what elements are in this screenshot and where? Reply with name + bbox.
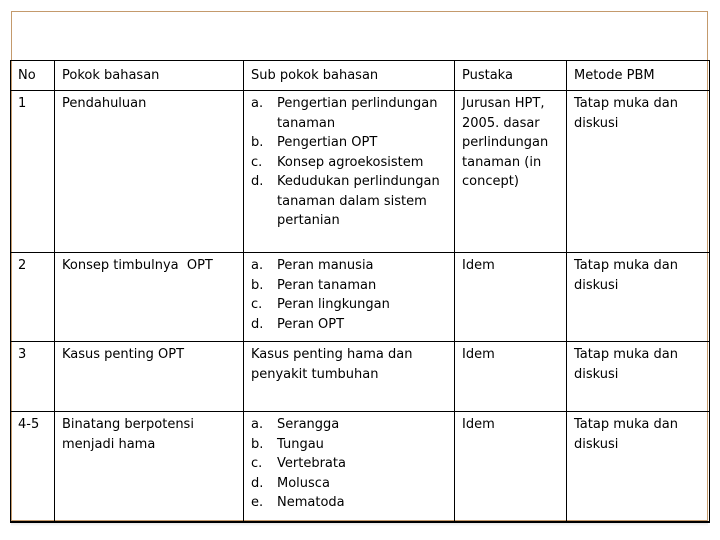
list-item — [251, 153, 448, 173]
list-marker: a. — [251, 258, 264, 273]
table-row — [11, 412, 710, 523]
header-metode-pbm: Metode PBM — [567, 61, 710, 91]
list-item-text: Tungau — [277, 436, 324, 452]
list-item-text: Peran manusia — [277, 258, 374, 273]
sub-topic-list — [251, 415, 448, 513]
list-item — [251, 435, 448, 455]
row-pokok-bahasan: Pendahuluan — [55, 91, 244, 253]
list-item-text: Molusca — [277, 475, 330, 491]
list-item — [251, 276, 448, 296]
header-pokok-bahasan: Pokok bahasan — [55, 61, 244, 91]
row-pokok-bahasan: Konsep timbulnya OPT — [55, 253, 244, 342]
syllabus-table — [10, 60, 710, 523]
row-sub-pokok-bahasan — [244, 412, 455, 523]
list-item-text: Kedudukan perlindungan tanaman dalam sistem pertanian — [277, 174, 440, 228]
list-marker: c. — [251, 154, 263, 170]
header-sub-pokok-bahasan: Sub pokok bahasan — [244, 61, 455, 91]
list-marker: a. — [251, 417, 264, 432]
row-sub-pokok-bahasan: Kasus penting hama dan penyakit tumbuhan — [244, 342, 455, 412]
row-pustaka: Jurusan HPT, 2005. dasar perlindungan tanaman (in concept) — [455, 91, 567, 253]
list-marker: d. — [251, 475, 264, 491]
list-item — [251, 172, 448, 231]
list-marker: e. — [251, 495, 264, 510]
list-item — [251, 133, 448, 153]
row-metode-pbm: Tatap muka dan diskusi — [567, 91, 710, 253]
list-item — [251, 415, 448, 435]
row-no: 1 — [11, 91, 55, 253]
list-item — [251, 315, 448, 335]
list-marker: d. — [251, 174, 264, 189]
row-pustaka: Idem — [455, 342, 567, 412]
list-item — [251, 474, 448, 494]
list-item-text: Vertebrata — [277, 456, 346, 471]
row-metode-pbm: Tatap muka dan diskusi — [567, 253, 710, 342]
row-sub-pokok-bahasan — [244, 253, 455, 342]
row-metode-pbm: Tatap muka dan diskusi — [567, 342, 710, 412]
list-item-text: Serangga — [277, 417, 340, 432]
list-item — [251, 493, 448, 513]
row-pokok-bahasan: Kasus penting OPT — [55, 342, 244, 412]
row-pustaka: Idem — [455, 253, 567, 342]
row-sub-pokok-bahasan — [244, 91, 455, 253]
list-marker: c. — [251, 456, 263, 471]
list-item-text: Pengertian OPT — [277, 135, 378, 150]
table-row — [11, 342, 710, 412]
row-pokok-bahasan: Binatang berpotensi menjadi hama — [55, 412, 244, 523]
sub-topic-list — [251, 94, 448, 231]
header-pustaka: Pustaka — [455, 61, 567, 91]
list-marker: b. — [251, 436, 264, 452]
list-item-text: Konsep agroekosistem — [277, 154, 424, 170]
row-pustaka: Idem — [455, 412, 567, 523]
row-metode-pbm: Tatap muka dan diskusi — [567, 412, 710, 523]
list-item-text: Peran lingkungan — [277, 297, 390, 312]
list-item-text: Pengertian perlindungan tanaman — [277, 96, 438, 131]
list-item — [251, 256, 448, 276]
list-item — [251, 295, 448, 315]
row-no: 3 — [11, 342, 55, 412]
list-marker: a. — [251, 96, 264, 111]
row-no: 2 — [11, 253, 55, 342]
list-item — [251, 454, 448, 474]
list-marker: c. — [251, 297, 263, 312]
list-marker: d. — [251, 316, 264, 332]
sub-topic-list — [251, 256, 448, 334]
list-item-text: Nematoda — [277, 495, 345, 510]
list-marker: b. — [251, 277, 264, 293]
row-no: 4-5 — [11, 412, 55, 523]
list-item-text: Peran tanaman — [277, 277, 377, 293]
list-marker: b. — [251, 135, 264, 150]
header-no: No — [11, 61, 55, 91]
table-header-row — [11, 61, 710, 91]
list-item — [251, 94, 448, 133]
table-row — [11, 91, 710, 253]
list-item-text: Peran OPT — [277, 316, 345, 332]
table-row — [11, 253, 710, 342]
